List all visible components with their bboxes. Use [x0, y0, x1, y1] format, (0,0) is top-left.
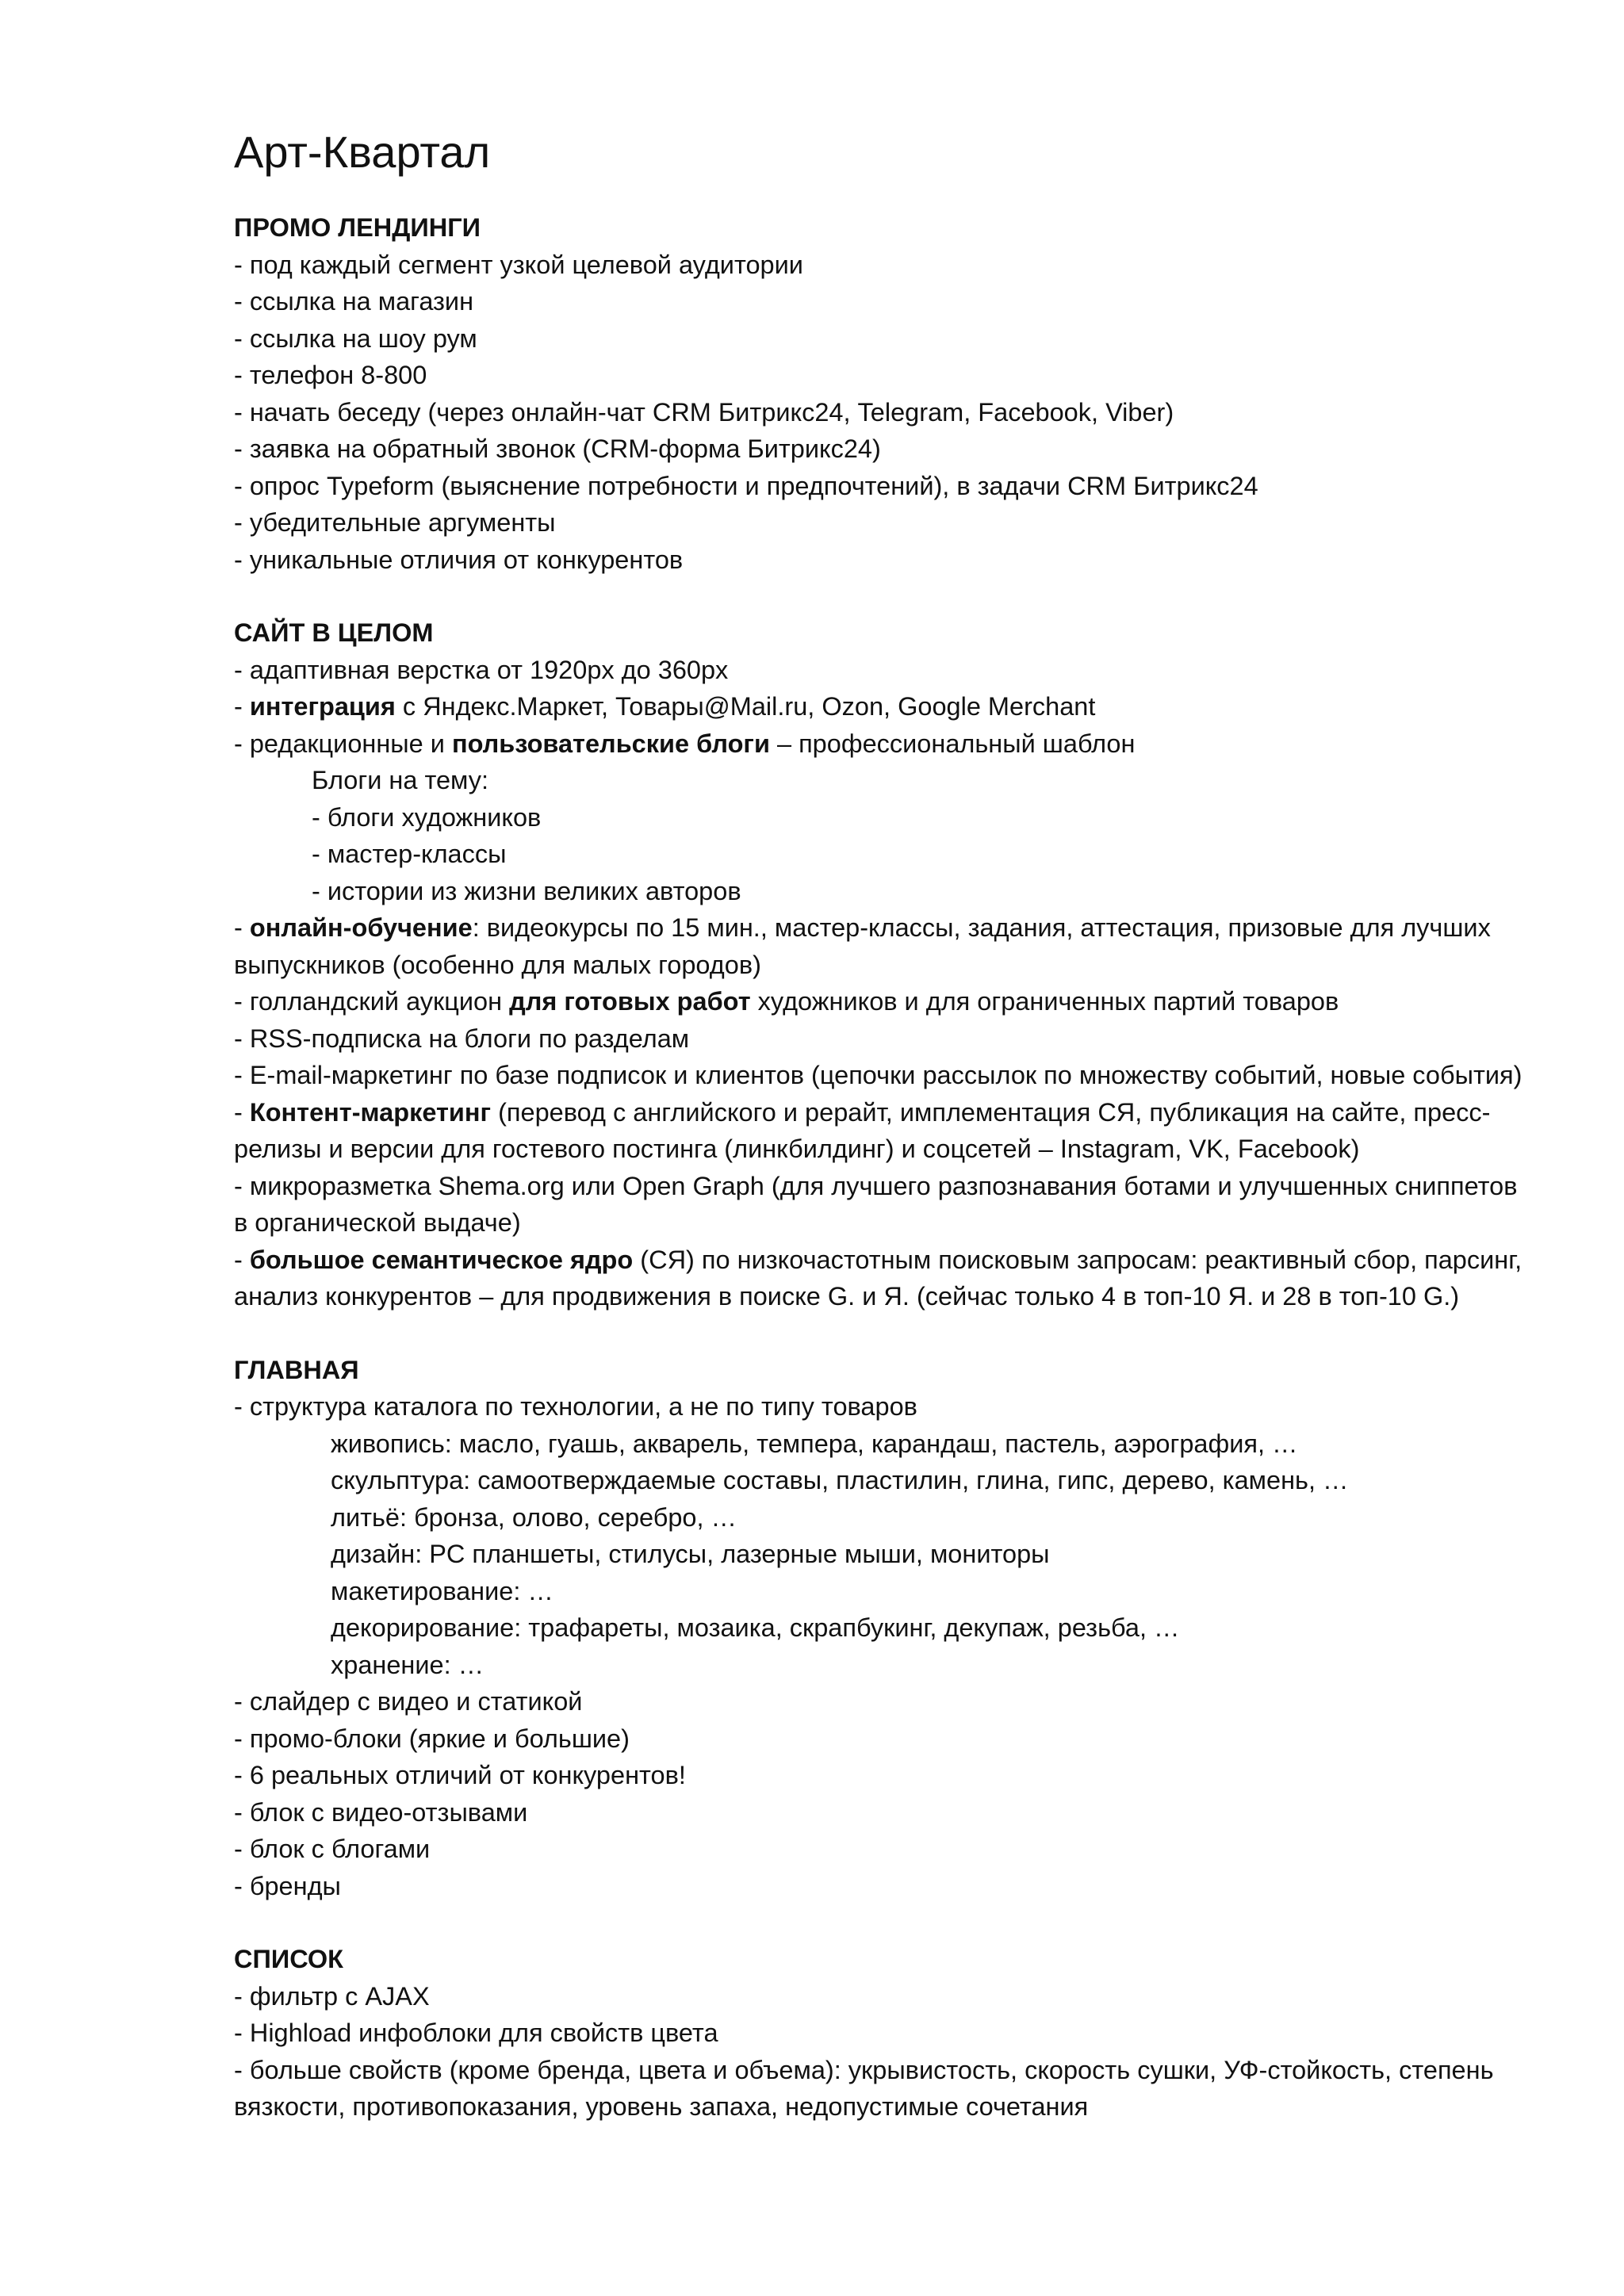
list-item: - начать беседу (через онлайн-чат CRM Битрикс24, Telegram, Facebook, Viber) [234, 397, 1174, 427]
text-segment: художников и для ограниченных партий товаров [750, 987, 1339, 1016]
text-segment: – профессиональный шаблон [769, 729, 1136, 758]
list-item: - убедительные аргументы [234, 508, 556, 537]
list-item: - больше свойств (кроме бренда, цвета и объема): укрывистость, скорость сушки, УФ-стойкость, степень вязкости, противопоказания, уровень запаха, недопустимые сочетания [234, 2055, 1494, 2121]
list-item [234, 1094, 1529, 1168]
section [234, 209, 1529, 578]
list-item: - блок с видео-отзывами [234, 1797, 528, 1827]
list-item: Блоги на тему: [312, 766, 489, 794]
list-item: - ссылка на шоу рум [234, 323, 477, 353]
list-item: - под каждый сегмент узкой целевой аудитории [234, 250, 803, 279]
list-item: дизайн: PC планшеты, стилусы, лазерные мыши, мониторы [331, 1540, 1050, 1568]
list-item: - 6 реальных отличий от конкурентов! [234, 1761, 686, 1789]
list-item: - заявка на обратный звонок (CRM-форма Битрикс24) [234, 434, 881, 463]
list-item: - промо-блоки (яркие и большие) [234, 1724, 630, 1753]
list-item: - уникальные отличия от конкурентов [234, 545, 684, 574]
bold-phrase: большое семантическое ядро [249, 1245, 634, 1274]
list-item [234, 688, 1529, 725]
section-heading: ПРОМО ЛЕНДИНГИ [234, 213, 481, 242]
list-item: - фильтр с AJAX [234, 1981, 430, 2011]
list-item: - мастер-классы [312, 840, 507, 868]
list-item: - структура каталога по технологии, а не по типу товаров [234, 1392, 917, 1421]
text-segment: - [234, 1245, 250, 1274]
list-item [234, 1242, 1529, 1315]
bold-phrase: для готовых работ [509, 987, 751, 1016]
section-heading: СПИСОК [234, 1945, 343, 1973]
list-item: - слайдер с видео и статикой [234, 1687, 583, 1716]
list-item: - опрос Typeform (выяснение потребности и предпочтений), в задачи CRM Битрикс24 [234, 471, 1258, 500]
list-item: скульптура: самоотверждаемые составы, пластилин, глина, гипс, дерево, камень, … [331, 1466, 1349, 1494]
list-item: живопись: масло, гуашь, акварель, темпера, карандаш, пастель, аэрография, … [331, 1429, 1298, 1458]
list-item: - Highload инфоблоки для свойств цвета [234, 2019, 718, 2047]
list-item: - E-mail-маркетинг по базе подписок и клиентов (цепочки рассылок по множеству событий, новые события) [234, 1061, 1522, 1089]
list-item: хранение: … [331, 1650, 485, 1679]
bold-phrase: интеграция [249, 692, 396, 721]
list-item: - RSS-подписка на блоги по разделам [234, 1024, 690, 1053]
section [234, 1941, 1529, 2126]
list-item: - блок с блогами [234, 1835, 431, 1863]
list-item: литьё: бронза, олово, серебро, … [331, 1502, 737, 1532]
list-item: - ссылка на магазин [234, 287, 474, 316]
bold-phrase: онлайн-обучение [249, 913, 473, 942]
bold-phrase: Контент-маркетинг [249, 1097, 492, 1127]
document-title: Арт-Квартал [234, 127, 491, 177]
list-item [234, 725, 1529, 763]
text-segment: : видеокурсы по 15 мин., мастер-классы, задания, аттестация, призовые для лучших выпускников (особенно для малых городов) [234, 913, 1491, 979]
list-item: - адаптивная верстка от 1920px до 360px [234, 655, 729, 684]
list-item [234, 909, 1529, 983]
section [234, 614, 1529, 1315]
list-item: макетирование: … [331, 1576, 553, 1605]
document-body [234, 209, 1529, 2126]
list-item: - бренды [234, 1871, 341, 1900]
list-item: - микроразметка Shema.org или Open Graph (для лучшего разпознавания ботами и улучшенных сниппетов в органической выдаче) [234, 1171, 1518, 1237]
section-heading: ГЛАВНАЯ [234, 1355, 359, 1384]
list-item: - истории из жизни великих авторов [312, 876, 741, 905]
list-item: декорирование: трафареты, мозаика, скрапбукинг, декупаж, резьба, … [331, 1613, 1180, 1642]
text-segment: - [234, 692, 250, 721]
text-segment: - голландский аукцион [234, 987, 510, 1016]
text-segment: - [234, 913, 250, 942]
section-heading: САЙТ В ЦЕЛОМ [234, 618, 434, 647]
text-segment: (СЯ) по низкочастотным поисковым запросам: реактивный сбор, парсинг, анализ конкурентов – для продвижения в поиске G. и Я. (сейчас только 4 в топ-10 Я. и 28 в топ-10 G.) [234, 1245, 1522, 1311]
list-item: - телефон 8-800 [234, 361, 427, 389]
bold-phrase: пользовательские блоги [451, 729, 770, 758]
text-segment: с Яндекс.Маркет, Товары@Mail.ru, Ozon, Google Merchant [395, 692, 1096, 721]
list-item: - блоги художников [312, 802, 542, 832]
section [234, 1352, 1529, 1905]
text-segment: - [234, 1097, 250, 1127]
text-segment: (перевод с английского и рерайт, имплементация СЯ, публикация на сайте, пресс-релизы и версии для гостевого постинга (линкбилдинг) и соцсетей – Instagram, VK, Facebook) [234, 1097, 1491, 1163]
list-item [234, 983, 1529, 1020]
text-segment: - редакционные и [234, 729, 452, 758]
